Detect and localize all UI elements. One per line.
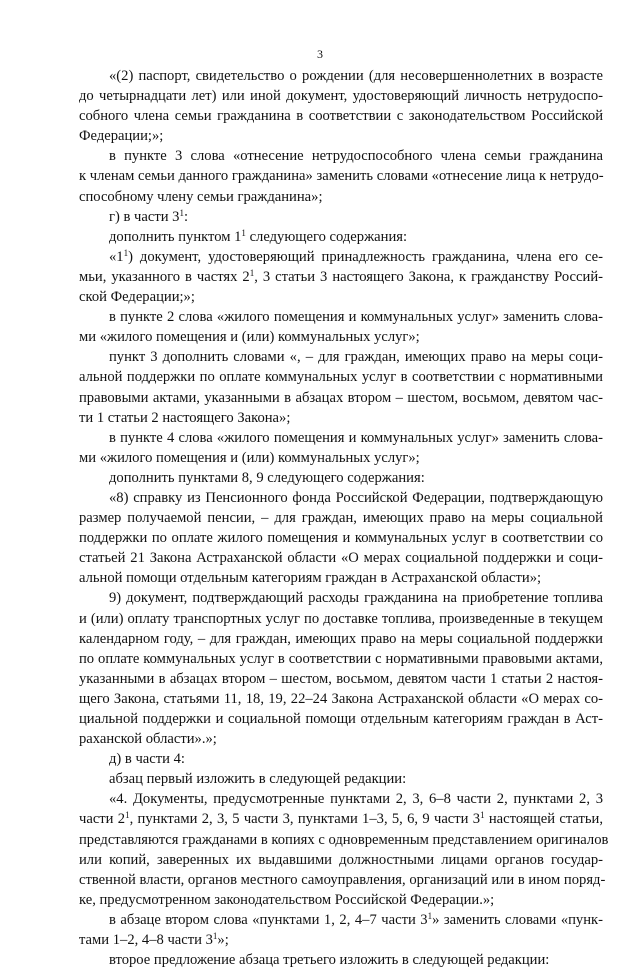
text-line: альной помощи отдельным категориям граждан в Астраханской области»; [79,570,542,587]
text-line: или копий, заверенных их выдавшими должностными лицами органов государ- [79,851,603,868]
text-line: поддержки по оплате жилого помещения и коммунальных услуг в соответствии со [79,530,603,547]
text-line: календарном году, – для граждан, имеющих право на меры социальной поддержки [79,630,603,647]
text-line: 9) документ, подтверждающий расходы гражданина на приобретение топлива [109,590,603,607]
text-line: ми «жилого помещения и (или) коммунальных услуг»; [79,449,420,466]
superscript: 1 [212,931,218,942]
text-line: представляются гражданами в копиях с одновременным представлением оригиналов [79,831,609,848]
text-line: ской Федерации;»; [79,289,195,306]
text-line: в пункте 4 слова «жилого помещения и коммунальных услуг» заменить слова- [109,429,603,446]
text-line: по оплате коммунальных услуг в соответствии с нормативными правовыми актами, [79,650,603,667]
page-number: 3 [317,47,323,61]
text-line: статьей 21 Закона Астраханской области «О мерах социальной поддержки и соци- [79,550,603,567]
text-line [79,247,603,267]
superscript: 1 [179,207,184,218]
text-line: ти 1 статьи 2 настоящего Закона»; [79,409,291,426]
text-line [79,267,603,287]
text-line: к членам семьи данного гражданина» заменить словами «отнесение лица к нетрудо- [79,168,604,185]
text-segment: тами 1–2, 4–8 части 3 [79,932,213,949]
superscript: 1 [427,910,433,921]
text-line: указанными в абзацах втором – шестом, восьмом, девятом части 1 статьи 2 настоя- [79,670,603,687]
text-line: собного члена семьи гражданина в соответствии с законодательством Российской [79,108,603,125]
text-line: раханской области».»; [79,731,217,748]
superscript: 1 [480,810,485,821]
text-segment: следующего содержания: [245,228,408,245]
text-line: ственной власти, органов местного самоуправления, организаций или в ином поряд- [79,871,606,888]
text-segment: , 3 статьи 3 настоящего Закона, к гражданству Россий- [254,268,603,285]
text-line: до четырнадцати лет) или иной документ, удостоверяющий личность нетрудоспо- [79,88,603,105]
text-line: второе предложение абзаца третьего изложить в следующей редакции: [109,952,550,969]
text-line: и (или) оплату транспортных услуг по доставке топлива, произведенные в текущем [79,610,603,627]
text-line: ке, предусмотренном законодательством Российской Федерации.»; [79,891,495,908]
text-line [79,207,603,227]
text-line [79,930,603,950]
text-line: абзац первый изложить в следующей редакции: [109,771,407,788]
superscript: 1 [241,227,246,238]
text-segment: настоящей статьи, [484,811,603,828]
document-body [79,66,609,970]
text-line: пункт 3 дополнить словами «, – для граждан, имеющих право на меры соци- [109,349,603,366]
text-line: в пункте 2 слова «жилого помещения и коммунальных услуг» заменить слова- [109,309,603,326]
text-line: в пункте 3 слова «отнесение нетрудоспособного члена семьи гражданина [109,148,603,165]
text-line [79,227,603,247]
superscript: 1 [125,810,130,821]
text-line: дополнить пунктами 8, 9 следующего содержания: [109,469,425,486]
text-segment: » заменить словами «пунк- [432,911,603,928]
text-segment: , пунктами 2, 3, 5 части 3, пунктами 1–3, 5, 6, 9 части 3 [129,811,481,828]
text-segment: «1 [109,248,124,265]
text-segment: г) в части 3 [109,208,180,225]
text-line [79,809,603,829]
text-line: Федерации;»; [79,128,164,145]
text-segment: »; [217,932,229,949]
text-line: способному члену семьи гражданина»; [79,188,323,205]
text-segment: части 2 [79,811,126,828]
text-line: щего Закона, статьями 11, 18, 19, 22–24 Закона Астраханской области «О мерах со- [79,690,603,707]
text-line: д) в части 4: [109,751,185,768]
superscript: 1 [123,247,129,258]
text-line [79,910,603,930]
text-line: ми «жилого помещения и (или) коммунальных услуг»; [79,329,420,346]
text-line: альной поддержки по оплате коммунальных услуг в соответствии с нормативными [79,369,603,386]
text-line: «8) справку из Пенсионного фонда Российской Федерации, подтверждающую [109,489,603,506]
text-segment: в абзаце втором слова «пунктами 1, 2, 4–7 части 3 [109,911,428,928]
text-line: «4. Документы, предусмотренные пунктами 2, 3, 6–8 части 2, пунктами 2, 3 [109,791,603,808]
text-segment: : [183,208,189,225]
text-line: циальной поддержки и социальной помощи отдельным категориям граждан в Аст- [79,711,603,727]
text-segment: ) документ, удостоверяющий принадлежность гражданина, члена его се- [128,248,603,265]
text-segment: дополнить пунктом 1 [109,228,242,245]
text-line: «(2) паспорт, свидетельство о рождении (для несовершеннолетних в возрасте [109,68,603,84]
text-segment: мьи, указанного в частях 2 [79,268,250,285]
superscript: 1 [249,267,255,278]
text-line: размер получаемой пенсии, – для граждан, имеющих право на меры социальной [79,510,603,527]
text-line: правовыми актами, указанными в абзацах втором – шестом, восьмом, девятом час- [79,389,603,406]
